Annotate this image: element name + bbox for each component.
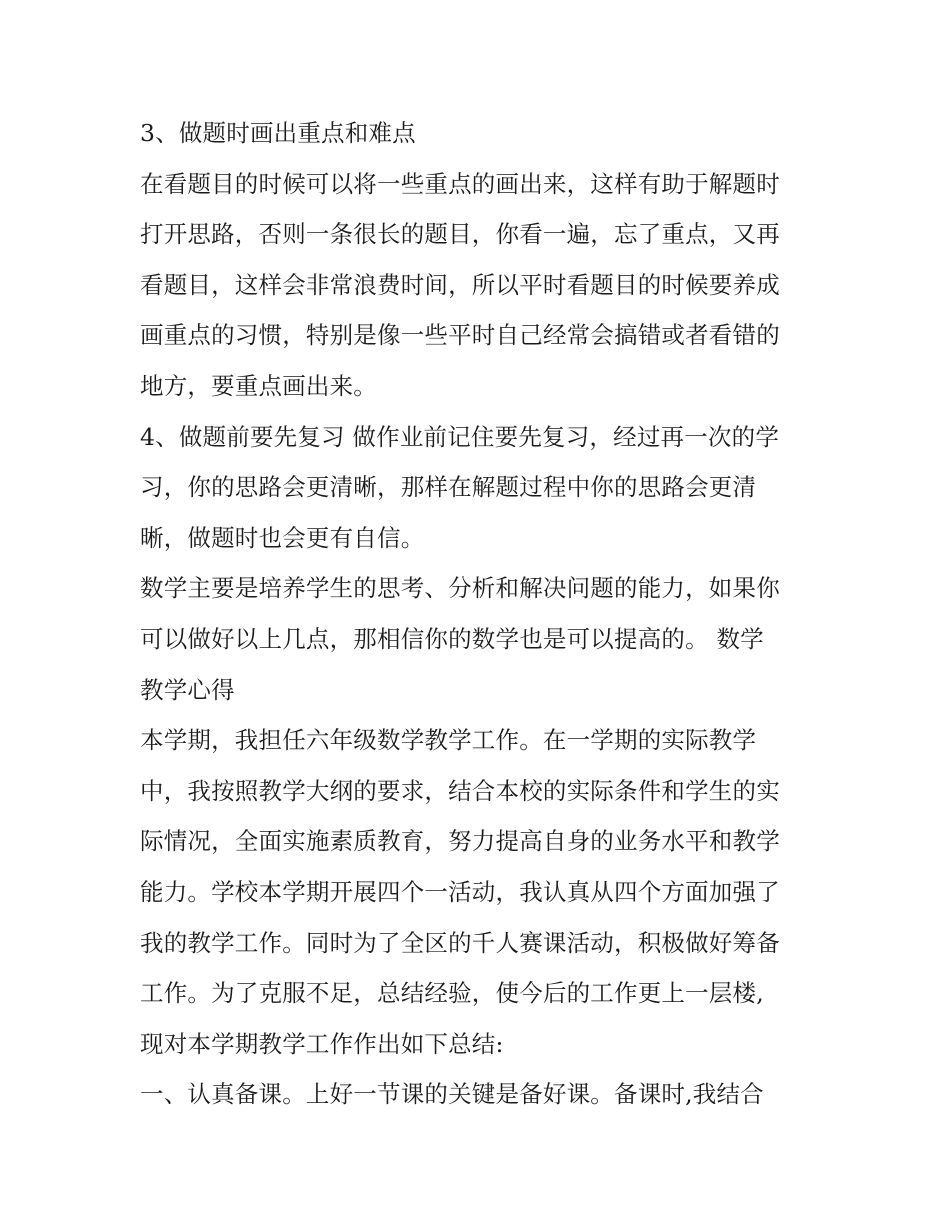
text-line: 3、做题时画出重点和难点 (140, 119, 416, 147)
text-line: 晰，做题时也会更有自信。 (140, 523, 425, 552)
text-line: 数学主要是培养学生的思考、分析和解决问题的能力，如果你 (140, 574, 780, 603)
text-line: 一、认真备课。上好一节课的关键是备好课。备课时,我结合 (140, 1080, 764, 1109)
text-line: 现对本学期教学工作作出如下总结: (140, 1029, 504, 1058)
text-line: 本学期，我担任六年级数学教学工作。在一学期的实际教学 (140, 726, 757, 755)
text-line: 画重点的习惯，特别是像一些平时自己经常会搞错或者看错的 (140, 321, 780, 350)
text-line: 4、做题前要先复习 做作业前记住要先复习，经过再一次的学 (140, 422, 780, 451)
text-line: 工作。为了克服不足，总结经验，使今后的工作更上一层楼, (140, 979, 764, 1008)
text-line: 际情况，全面实施素质教育，努力提高自身的业务水平和教学 (140, 827, 780, 856)
text-line: 教学心得 (140, 675, 235, 704)
text-line: 习，你的思路会更清晰，那样在解题过程中你的思路会更清 (140, 473, 757, 502)
text-line: 中，我按照教学大纲的要求，结合本校的实际条件和学生的实 (140, 776, 780, 805)
text-line: 能力。学校本学期开展四个一活动，我认真从四个方面加强了 (140, 877, 780, 906)
text-line: 在看题目的时候可以将一些重点的画出来，这样有助于解题时 (140, 169, 780, 198)
text-line: 看题目，这样会非常浪费时间，所以平时看题目的时候要养成 (140, 270, 780, 299)
text-line: 打开思路，否则一条很长的题目，你看一遍，忘了重点，又再 (140, 220, 780, 249)
text-line: 可以做好以上几点，那相信你的数学也是可以提高的。 数学 (140, 624, 764, 653)
text-line: 我的教学工作。同时为了全区的千人赛课活动，积极做好筹备 (140, 928, 780, 957)
text-line: 地方，要重点画出来。 (140, 371, 377, 400)
document-body (140, 108, 820, 1120)
